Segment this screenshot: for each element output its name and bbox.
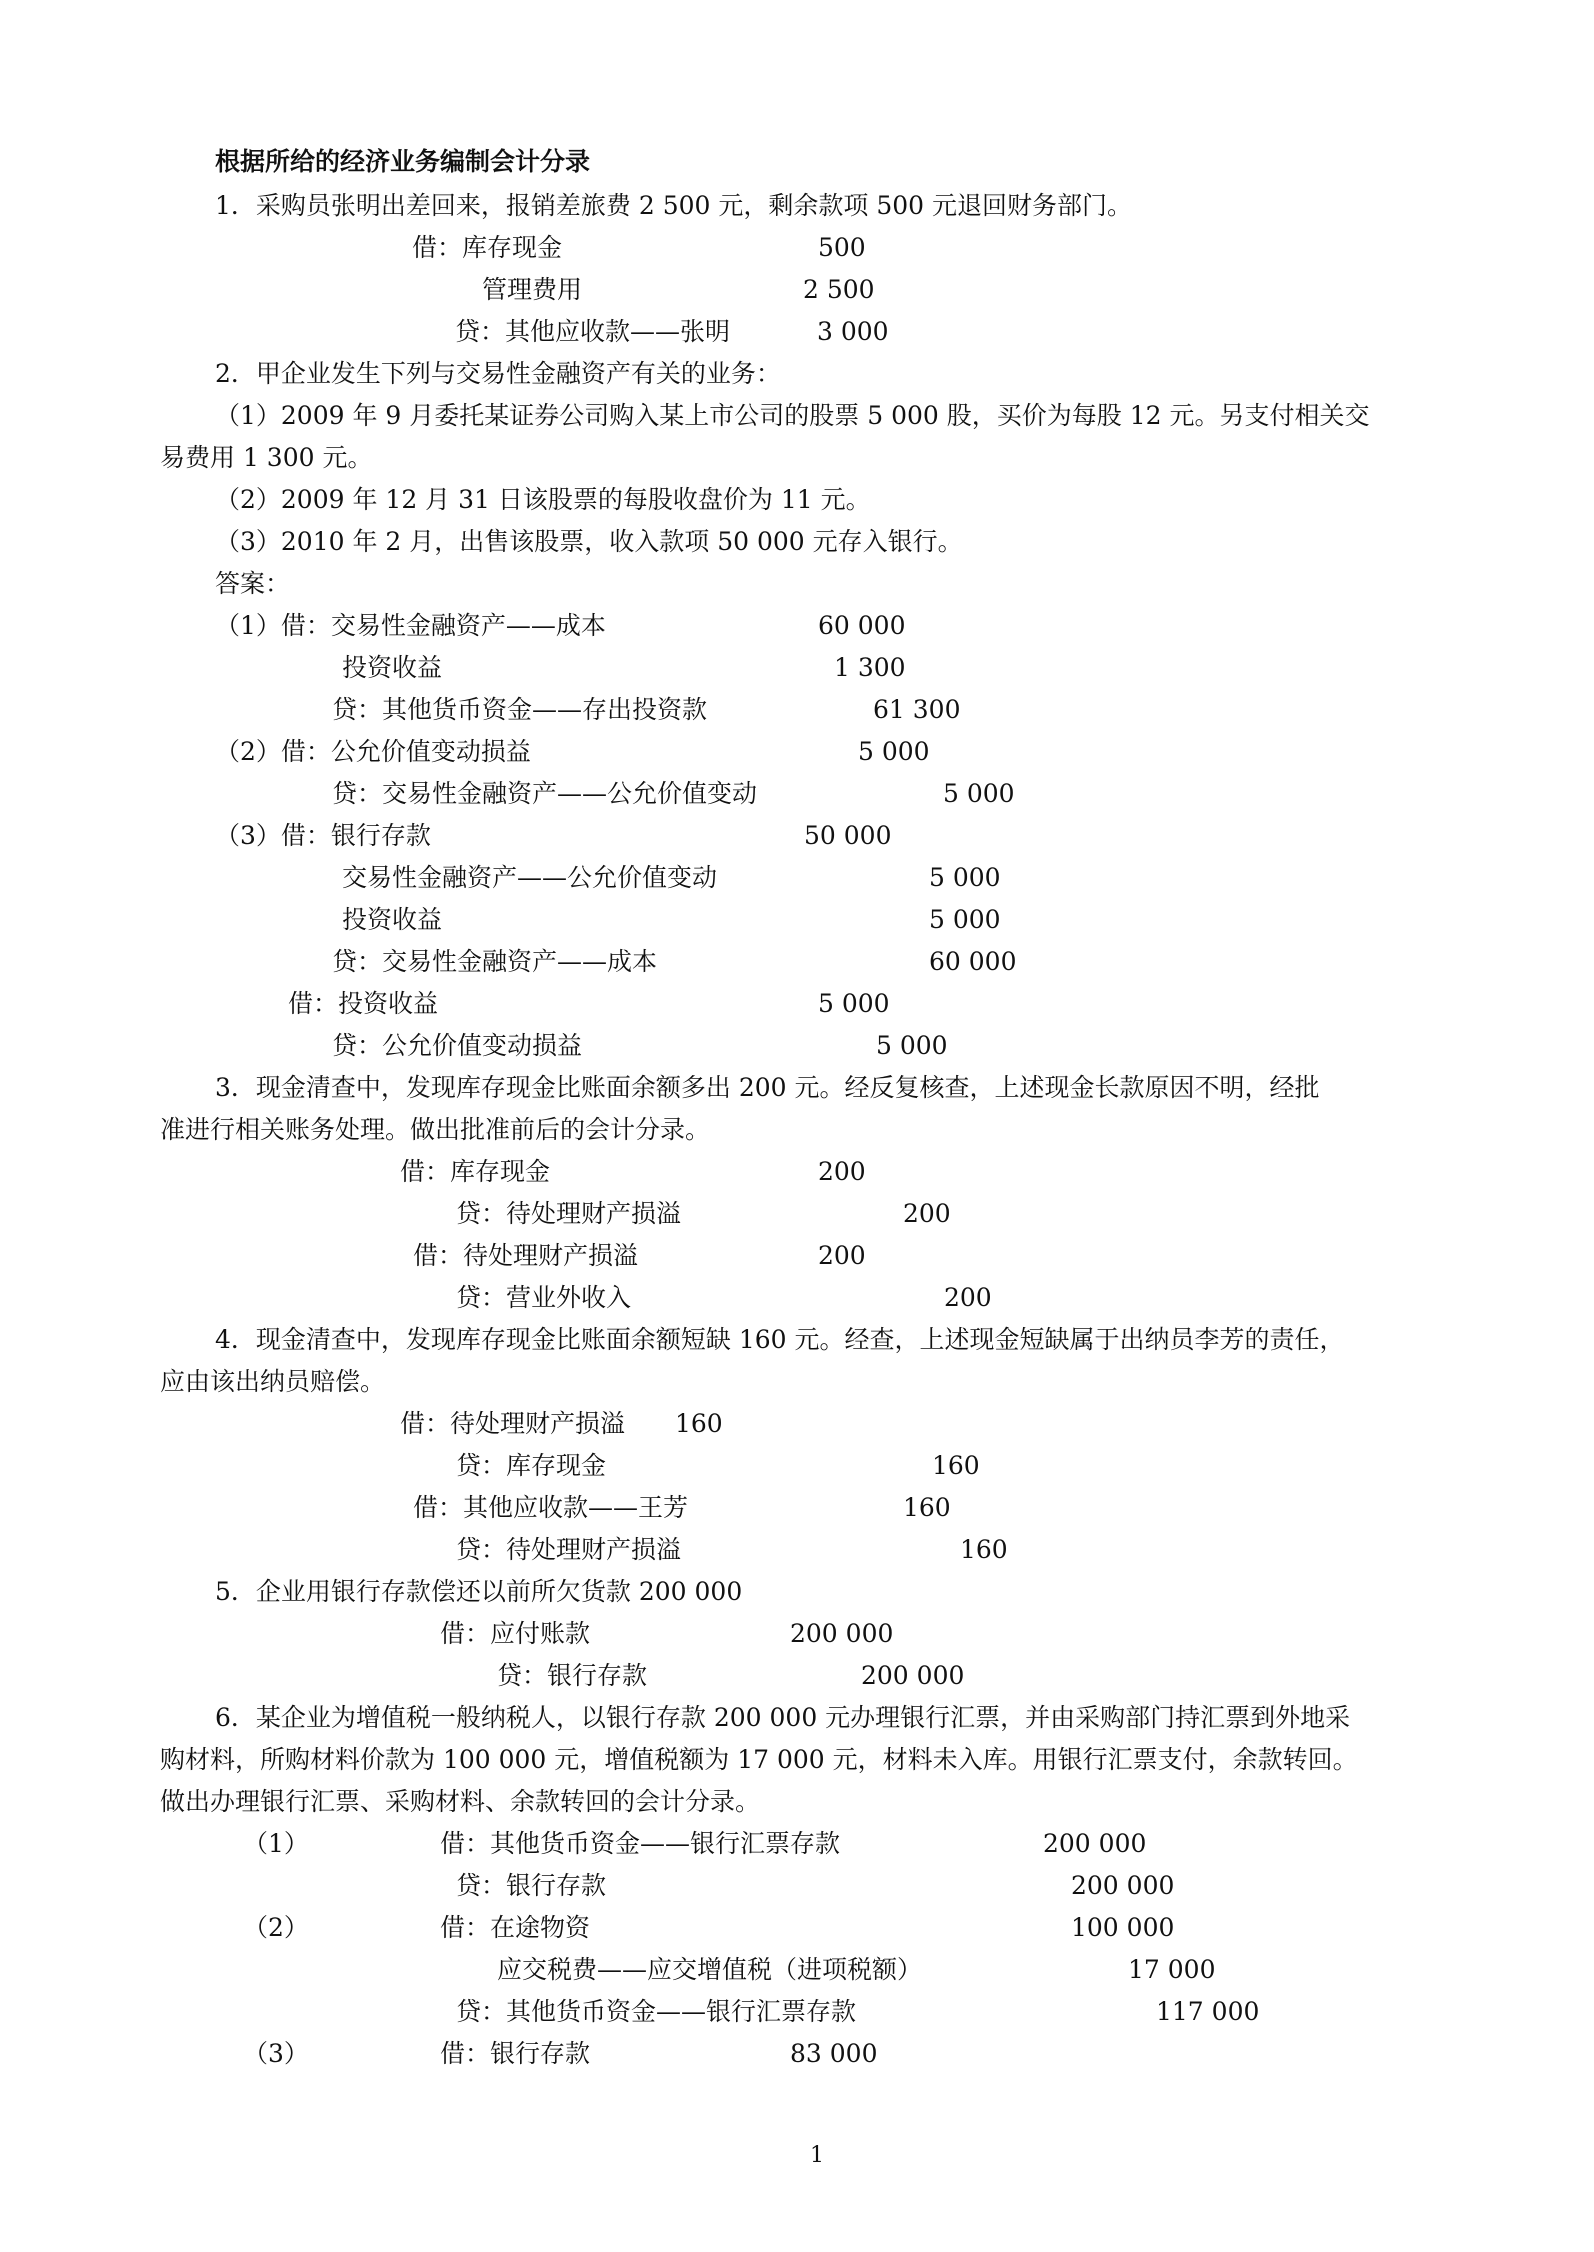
entry-amount: 100 000 (1071, 1913, 1175, 1942)
question-3: 3．现金清查中，发现库存现金比账面余额多出 200 元。经反复核查，上述现金长款原因不明，经批 (215, 1073, 1320, 1102)
entry-account: 投资收益 (342, 653, 443, 682)
entry-number: （3） (243, 2039, 309, 2068)
entry-amount: 200 (944, 1283, 992, 1312)
question-text: 做出办理银行汇票、采购材料、余款转回的会计分录。 (160, 1787, 761, 1816)
entry-account: 贷：交易性金融资产——公允价值变动 (332, 779, 758, 808)
entry-amount: 3 000 (817, 317, 889, 346)
entry-amount: 5 000 (876, 1031, 948, 1060)
entry-account: 借：库存现金 (412, 233, 563, 262)
question-text: 应由该出纳员赔偿。 (160, 1367, 386, 1396)
question-text: 购材料，所购材料价款为 100 000 元，增值税额为 17 000 元，材料未入库。用银行汇票支付，余款转回。 (160, 1745, 1358, 1774)
entry-amount: 200 000 (790, 1619, 894, 1648)
entry-amount: 160 (903, 1493, 951, 1522)
question-5: 5．企业用银行存款偿还以前所欠货款 200 000 (215, 1577, 743, 1606)
entry-amount: 5 000 (943, 779, 1015, 808)
entry-number: （2） (243, 1913, 309, 1942)
entry-amount: 5 000 (858, 737, 930, 766)
entry-account: 贷：其他货币资金——银行汇票存款 (456, 1997, 857, 2026)
entry-account: 借：投资收益 (288, 989, 439, 1018)
entry-amount: 160 (675, 1409, 723, 1438)
question-text: 易费用 1 300 元。 (160, 443, 373, 472)
entry-account: 贷：其他货币资金——存出投资款 (332, 695, 708, 724)
answer-label: 答案： (215, 569, 291, 598)
entry-account: 借：其他应收款——王芳 (413, 1493, 689, 1522)
entry-account: 贷：银行存款 (497, 1661, 648, 1690)
question-text: （1）2009 年 9 月委托某证券公司购入某上市公司的股票 5 000 股，买价为每股 12 元。另支付相关交 (215, 401, 1370, 430)
entry-account: 贷：交易性金融资产——成本 (332, 947, 658, 976)
question-text: （2）2009 年 12 月 31 日该股票的每股收盘价为 11 元。 (215, 485, 871, 514)
entry-amount: 60 000 (818, 611, 906, 640)
entry-amount: 5 000 (818, 989, 890, 1018)
entry-amount: 17 000 (1128, 1955, 1216, 1984)
entry-account: （2）借：公允价值变动损益 (215, 737, 531, 766)
question-2: 2．甲企业发生下列与交易性金融资产有关的业务： (215, 359, 781, 388)
entry-amount: 160 (960, 1535, 1008, 1564)
entry-amount: 83 000 (790, 2039, 878, 2068)
entry-number: （1） (243, 1829, 309, 1858)
page-number: 1 (810, 2143, 824, 2168)
entry-amount: 200 000 (1071, 1871, 1175, 1900)
entry-account: 应交税费——应交增值税（进项税额） (497, 1955, 923, 1984)
entry-account: （3）借：银行存款 (215, 821, 431, 850)
entry-amount: 200 000 (1043, 1829, 1147, 1858)
entry-account: （1）借：交易性金融资产——成本 (215, 611, 606, 640)
entry-amount: 117 000 (1156, 1997, 1260, 2026)
entry-amount: 61 300 (873, 695, 961, 724)
entry-account: 借：在途物资 (440, 1913, 591, 1942)
entry-account: 贷：待处理财产损溢 (456, 1535, 682, 1564)
entry-account: 借：待处理财产损溢 (413, 1241, 639, 1270)
entry-amount: 200 (903, 1199, 951, 1228)
entry-amount: 5 000 (929, 905, 1001, 934)
entry-account: 贷：库存现金 (456, 1451, 607, 1480)
question-6: 6．某企业为增值税一般纳税人，以银行存款 200 000 元办理银行汇票，并由采购部门持汇票到外地采 (215, 1703, 1351, 1732)
entry-account: 贷：营业外收入 (456, 1283, 632, 1312)
document-title: 根据所给的经济业务编制会计分录 (215, 147, 591, 176)
entry-amount: 60 000 (929, 947, 1017, 976)
entry-amount: 2 500 (803, 275, 875, 304)
entry-account: 借：银行存款 (440, 2039, 591, 2068)
question-1: 1．采购员张明出差回来，报销差旅费 2 500 元，剩余款项 500 元退回财务部门。 (215, 191, 1132, 220)
entry-amount: 160 (932, 1451, 980, 1480)
entry-account: 交易性金融资产——公允价值变动 (342, 863, 718, 892)
entry-amount: 1 300 (834, 653, 906, 682)
entry-account: 贷：待处理财产损溢 (456, 1199, 682, 1228)
entry-amount: 200 000 (861, 1661, 965, 1690)
entry-amount: 200 (818, 1157, 866, 1186)
entry-account: 贷：其他应收款——张明 (455, 317, 731, 346)
question-text: （3）2010 年 2 月，出售该股票，收入款项 50 000 元存入银行。 (215, 527, 963, 556)
entry-amount: 200 (818, 1241, 866, 1270)
entry-amount: 500 (818, 233, 866, 262)
entry-account: 借：其他货币资金——银行汇票存款 (440, 1829, 841, 1858)
entry-account: 借：库存现金 (400, 1157, 551, 1186)
entry-account: 贷：银行存款 (456, 1871, 607, 1900)
entry-account: 管理费用 (482, 275, 583, 304)
entry-amount: 50 000 (804, 821, 892, 850)
entry-account: 投资收益 (342, 905, 443, 934)
question-text: 准进行相关账务处理。做出批准前后的会计分录。 (160, 1115, 711, 1144)
entry-amount: 5 000 (929, 863, 1001, 892)
entry-account: 借：待处理财产损溢 (400, 1409, 626, 1438)
entry-account: 借：应付账款 (440, 1619, 591, 1648)
question-4: 4．现金清查中，发现库存现金比账面余额短缺 160 元。经查，上述现金短缺属于出纳员李芳的责任， (215, 1325, 1345, 1354)
entry-account: 贷：公允价值变动损益 (332, 1031, 583, 1060)
